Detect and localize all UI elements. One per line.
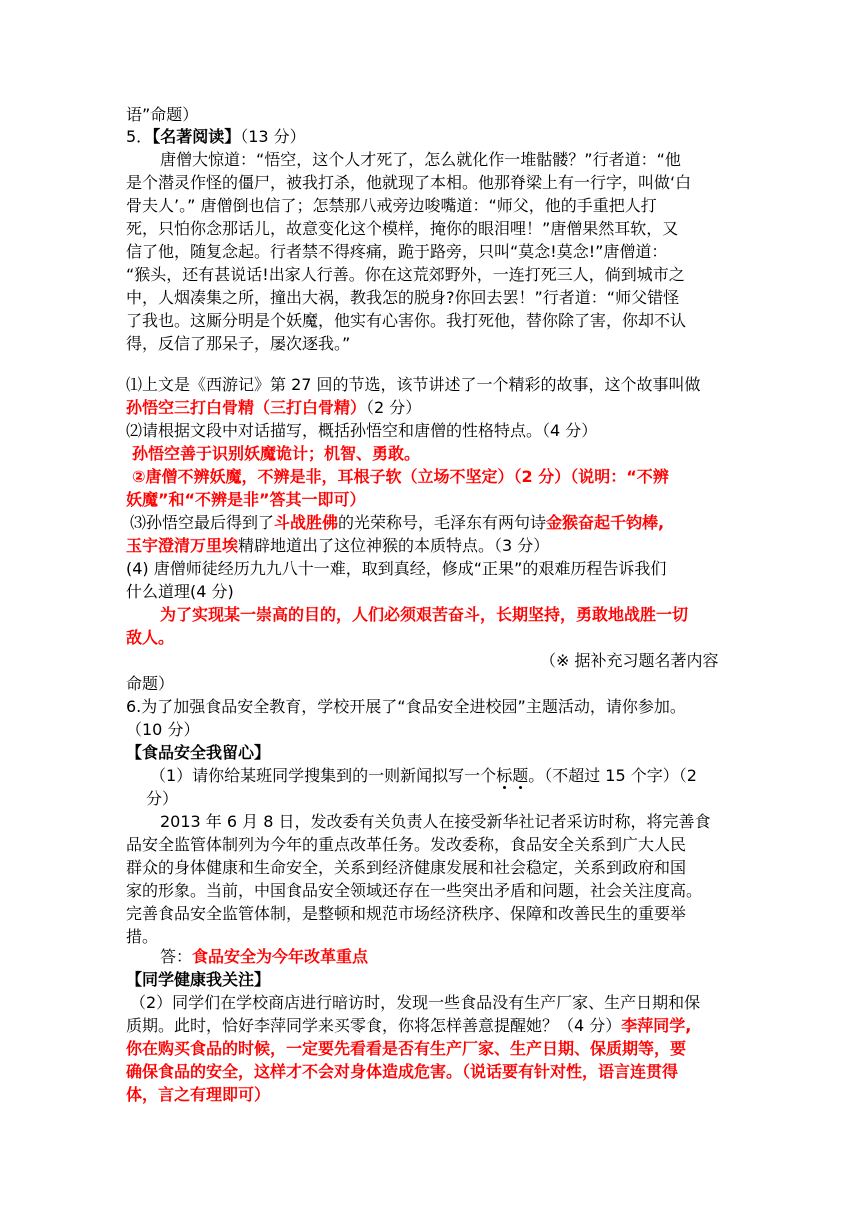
- q5-sub3-answer-poem1: 金猴奋起千钧棒,: [546, 513, 665, 532]
- q6-sub1-answer-line: [160, 946, 770, 967]
- news-line: 措。: [126, 927, 159, 946]
- q5-sub2-answer-2: ②唐僧不辨妖魔，不辨是非，耳根子软（立场不坚定）（2 分）（说明：“不辨: [132, 467, 669, 486]
- q6-sub2-question-line2: [126, 1015, 736, 1036]
- passage-line: 信了他，随复念起。行者禁不得疼痛，跪于路旁，只叫“莫念!莫念!”唐僧道：: [126, 242, 668, 261]
- q6-sub1-answer: 食品安全为今年改革重点: [192, 947, 369, 966]
- news-line: 品安全监管体制列为今年的重点改革任务。发改委称，食品安全关系到广大人民: [126, 835, 687, 854]
- emphasis-char: 题: [512, 766, 529, 785]
- q5-sub4-question-1: (4) 唐僧师徒经历九九八十一难，取到真经，修成“正果”的艰难历程告诉我们: [126, 559, 667, 578]
- q6-sub1-question: [150, 765, 760, 786]
- q6-intro: 6.为了加强食品安全教育，学校开展了“食品安全进校园”主题活动，请你参加。: [126, 697, 686, 716]
- q6-sub1-text: （1）请你给某班同学搜集到的一则新闻拟写一个: [150, 766, 497, 785]
- q6-sub2-answer-4: 体，言之有理即可）: [126, 1085, 271, 1104]
- q5-sub3-text: 的光荣称号，毛泽东有两句诗: [338, 513, 547, 532]
- q6-score: （10 分）: [126, 720, 200, 739]
- q5-sub4-question-2: 什么道理(4 分): [126, 582, 234, 601]
- previous-fragment: 语”命题）: [126, 105, 199, 124]
- q5-sub3-line1: [130, 512, 740, 533]
- passage-line: 得，反信了那呆子，屡次逐我。”: [126, 334, 351, 353]
- q6-section-health: 【同学健康我关注】: [126, 970, 271, 989]
- news-line: 2013 年 6 月 8 日，发改委有关负责人在接受新华社记者采访时称，将完善食: [160, 812, 711, 831]
- passage-line: 死，只怕你念那话儿，故意变化这个模样，掩你的眼泪哩！”唐僧果然耳软，又: [126, 219, 679, 238]
- q6-sub1-text: 。（不超过 15 个字）（2: [528, 766, 697, 785]
- q5-sub2-question: ⑵请根据文段中对话描写，概括孙悟空和唐僧的性格特点。（4 分）: [126, 421, 598, 440]
- q5-section-title: 【名著阅读】: [152, 127, 241, 146]
- passage-line: 中，人烟凑集之所，撞出大祸，教我怎的脱身?你回去罢！”行者道：“师父错怪: [126, 288, 680, 307]
- emphasis-char: 标: [496, 766, 513, 785]
- q5-sub1-answer-line: [126, 397, 736, 418]
- q6-sub2-question-1: （2）同学们在学校商店进行暗访时，发现一些食品没有生产厂家、生产日期和保: [130, 993, 701, 1012]
- answer-label: 答：: [160, 947, 193, 966]
- q5-heading: [126, 126, 736, 147]
- q5-sub3-answer-poem2: 玉宇澄清万里埃: [126, 536, 239, 555]
- q6-section-food-safety: 【食品安全我留心】: [126, 743, 271, 762]
- q5-sub2-answer-3: 妖魔”和“不辨是非”答其一即可）: [126, 490, 366, 509]
- q5-sub1-answer: 孙悟空三打白骨精（三打白骨精）: [126, 398, 367, 417]
- q5-sub3-text: 精辟地道出了这位神猴的本质特点。（3 分）: [238, 536, 550, 555]
- passage-line: 了我也。这厮分明是个妖魔，他实有心害你。我打死他，替你除了害，你却不认: [126, 311, 687, 330]
- source-note: （※ 据补充习题名著内容: [540, 651, 719, 670]
- q5-sub2-answer-1: 孙悟空善于识别妖魔诡计；机智、勇敢。: [132, 444, 421, 463]
- q5-score: （13 分）: [240, 127, 306, 146]
- q5-sub4-answer-2: 敌人。: [126, 628, 175, 647]
- q5-sub1-score: （2 分）: [366, 398, 422, 417]
- q5-number: 5．: [126, 127, 153, 146]
- news-line: 完善食品安全监管体制，是整顿和规范市场经济秩序、保障和改善民生的重要举: [126, 904, 687, 923]
- passage-line: 唐僧大惊道：“悟空，这个人才死了，怎么就化作一堆骷髅？”行者道：“他: [160, 150, 681, 169]
- passage-line: 是个潜灵作怪的僵尸，被我打杀，他就现了本相。他那脊梁上有一行字，叫做‘白: [126, 173, 692, 192]
- q6-sub1-score: 分）: [146, 789, 179, 808]
- q6-sub2-answer-start: 李萍同学,: [621, 1016, 692, 1035]
- q5-sub3-text: ⑶孙悟空最后得到了: [130, 513, 275, 532]
- passage-line: “猴头，还有甚说话!出家人行善。你在这荒郊野外，一连打死三人，倘到城市之: [126, 265, 685, 284]
- q6-sub2-question-2: 质期。此时，恰好李萍同学来买零食，你将怎样善意提醒她？（4 分）: [126, 1016, 622, 1035]
- source-note-end: 命题）: [126, 674, 175, 693]
- q5-sub3-line2: [126, 535, 736, 556]
- q5-sub1-question: ⑴上文是《西游记》第 27 回的节选，该节讲述了一个精彩的故事，这个故事叫做: [126, 375, 701, 394]
- news-line: 群众的身体健康和生命安全，关系到经济健康发展和社会稳定，关系到政府和国: [126, 858, 687, 877]
- q6-sub2-answer-2: 你在购买食品的时候，一定要先看看是否有生产厂家、生产日期、保质期等，要: [126, 1039, 687, 1058]
- passage-line: 骨夫人’。” 唐僧倒也信了；怎禁那八戒旁边唆嘴道：“师父，他的手重把人打: [126, 196, 657, 215]
- q6-sub2-answer-3: 确保食品的安全，这样才不会对身体造成危害。（说话要有针对性，语言连贯得: [126, 1062, 679, 1081]
- q5-sub3-answer-title: 斗战胜佛: [274, 513, 339, 532]
- news-line: 家的形象。当前，中国食品安全领域还存在一些突出矛盾和问题，社会关注度高。: [126, 881, 703, 900]
- q5-sub4-answer-1: 为了实现某一崇高的目的，人们必须艰苦奋斗，长期坚持，勇敢地战胜一切: [160, 605, 689, 624]
